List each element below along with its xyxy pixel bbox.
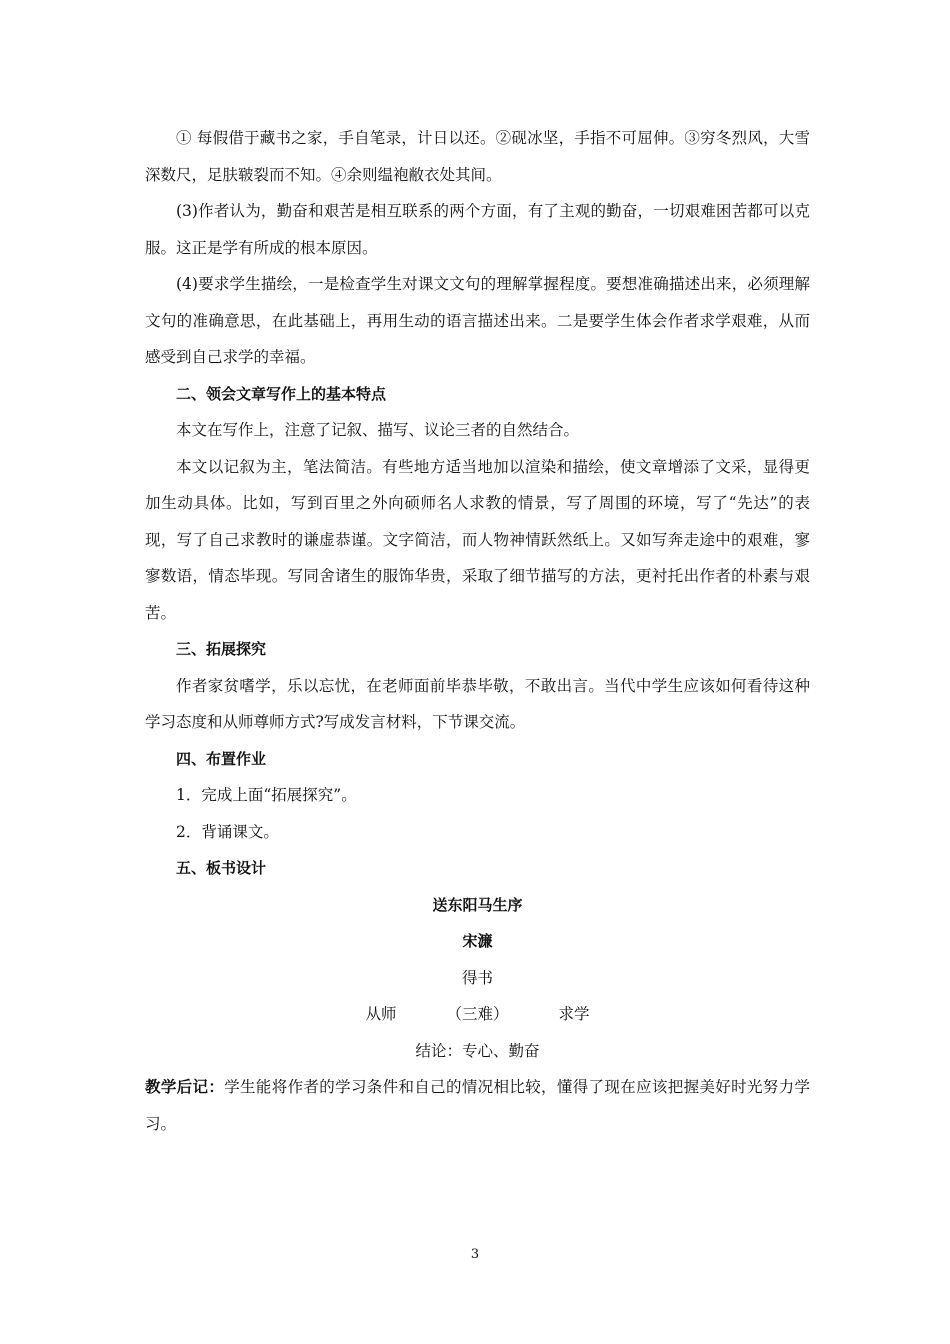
paragraph-quotes: ① 每假借于藏书之家，手自笔录，计日以还。②砚冰坚，手指不可屈伸。③穷冬烈风，大雪深数尺，足肤皲裂而不知。④余则缊袍敝衣处其间。 [145,129,810,184]
board-middle: （三难） [446,1005,509,1023]
board-left: 从师 [365,1005,397,1023]
postscript-label: 教学后记： [145,1078,225,1096]
section-5-heading: 五、板书设计 [176,859,267,877]
board-conclusion: 结论：专心、勤奋 [415,1041,540,1060]
homework-item-1: 1．完成上面“拓展探究”。 [176,786,357,804]
section-2-heading: 二、领会文章写作上的基本特点 [176,384,387,403]
section-3-paragraph: 作者家贫嗜学，乐以忘忧，在老师面前毕恭毕敬，不敢出言。当代中学生应该如何看待这种学习态度和从师尊师方式?写成发言材料，下节课交流。 [145,676,810,731]
homework-item-2: 2．背诵课文。 [176,822,279,841]
page-number: 3 [470,1247,480,1262]
paragraph-point-4: (4)要求学生描绘，一是检查学生对课文文句的理解掌握程度。要想准确描述出来，必须理解文句的准确意思，在此基础上，再用生动的语言描述出来。二是要学生体会作者求学艰难，从而感受到自己求学的幸福。 [145,275,810,366]
section-2-paragraph-2: 本文以记叙为主，笔法简洁。有些地方适当地加以渲染和描绘，使文章增添了文采，显得更加生动具体。比如，写到百里之外向硕师名人求教的情景，写了周围的环境，写了“先达”的表现，写了自己求教时的谦虚恭谨。文字简洁，而人物神情跃然纸上。又如写奔走途中的艰难，寥寥数语，情态毕现。写同舍诸生的服饰华贵，采取了细节描写的方法，更衬托出作者的朴素与艰苦。 [145,457,810,622]
board-title: 送东阳马生序 [432,895,523,914]
board-author: 宋濂 [462,932,493,950]
page-content [145,120,810,1142]
board-line-get-books: 得书 [461,968,493,987]
section-2-paragraph-1: 本文在写作上，注意了记叙、描写、议论三者的自然结合。 [176,421,580,439]
section-4-heading: 四、布置作业 [176,749,267,768]
postscript-text: 学生能将作者的学习条件和自己的情况相比较，懂得了现在应该把握美好时光努力学习。 [145,1078,810,1133]
board-row-three-difficulties [145,996,810,1033]
teaching-postscript [145,1069,810,1142]
section-3-heading: 三、拓展探究 [176,640,267,658]
board-right: 求学 [558,1005,590,1023]
blackboard-design [145,887,810,1070]
paragraph-point-3: (3)作者认为，勤奋和艰苦是相互联系的两个方面，有了主观的勤奋，一切艰难困苦都可以克服。这正是学有所成的根本原因。 [145,202,810,257]
